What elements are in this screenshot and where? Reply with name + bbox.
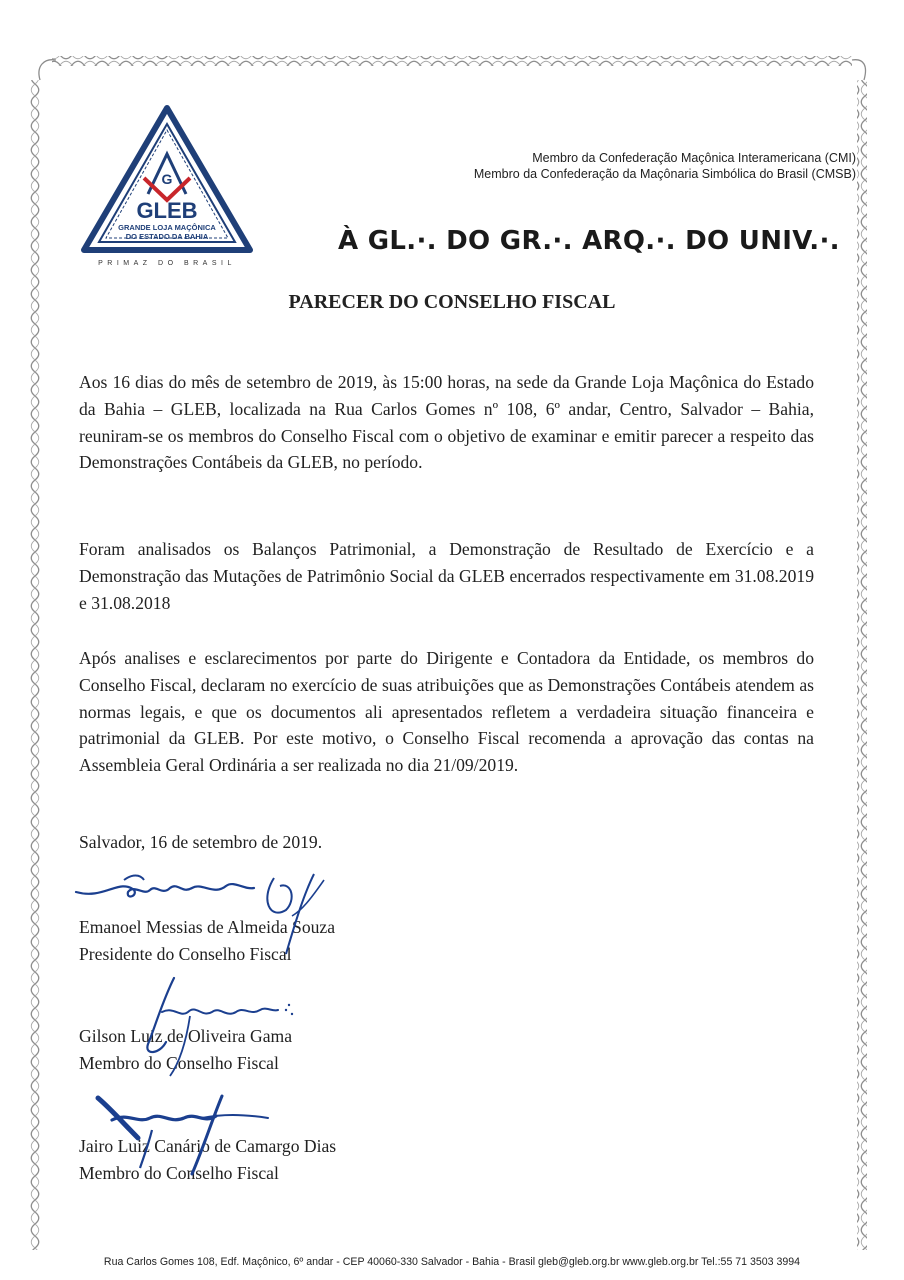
paragraph-analysis: Foram analisados os Balanços Patrimonial, a Demonstração de Resultado de Exercício e a Demonstração das Mutações de Patrimônio Social da GLEB encerrados respectivamente em 31.08.2019 e 31.08.2018 (79, 539, 814, 613)
signatory-member-2 (79, 1133, 336, 1187)
signatory-name: Jairo Luiz Canário de Camargo Dias (79, 1136, 337, 1156)
signatory-role: Membro do Conselho Fiscal (79, 1053, 279, 1073)
signatory-role: Membro do Conselho Fiscal (79, 1163, 279, 1183)
signatory-role: Presidente do Conselho Fiscal (79, 944, 292, 964)
place-and-date: Salvador, 16 de setembro de 2019. (79, 832, 323, 852)
logo-initials: GLEB (136, 198, 198, 223)
svg-text:G: G (161, 171, 173, 187)
logo-name-line1: GRANDE LOJA MAÇÔNICA (118, 223, 216, 232)
logo-tagline: PRIMAZ DO BRASIL (98, 260, 236, 267)
signatory-name: Gilson Luiz de Oliveira Gama (79, 1026, 293, 1046)
signatory-name: Emanoel Messias de Almeida Souza (79, 917, 336, 937)
footer-contact: Rua Carlos Gomes 108, Edf. Maçônico, 6º andar - CEP 40060-330 Salvador - Bahia - Brasil gleb@gleb.org.br www.gleb.org.br Tel.:55 71 3503 3994 (103, 1256, 801, 1268)
logo-name-line2: DO ESTADO DA BAHIA (125, 232, 209, 241)
paragraph-meeting: Aos 16 dias do mês de setembro de 2019, às 15:00 horas, na sede da Grande Loja Maçônica do Estado da Bahia – GLEB, localizada na Rua Carlos Gomes nº 108, 6º andar, Centro, Salvador – Bahia, reuniram-se os membros do Conselho Fiscal com o objetivo de examinar e emitir parecer a respeito das Demonstrações Contábeis da GLEB, no período. (79, 372, 814, 473)
document-title: PARECER DO CONSELHO FISCAL (288, 291, 616, 313)
affiliations (474, 150, 856, 182)
paragraph-conclusion: Após analises e esclarecimentos por parte do Dirigente e Contadora da Entidade, os membros do Conselho Fiscal, declaram no exercício de suas atribuições que as Demonstrações Contábeis atendem as normas legais, e que os documentos ali apresentados refletem a verdadeira situação financeira e patrimonial da GLEB. Por este motivo, o Conselho Fiscal recomenda a aprovação das contas na Assembleia Geral Ordinária a ser realizada no dia 21/09/2019. (79, 648, 814, 776)
gleb-logo (78, 102, 256, 272)
affiliation-cmsb: Membro da Confederação da Maçônaria Simbólica do Brasil (CMSB) (473, 167, 856, 181)
signatory-member-1 (79, 1023, 292, 1077)
signatory-president (79, 914, 335, 968)
affiliation-cmi: Membro da Confederação Maçônica Interamericana (CMI) (532, 151, 856, 165)
masonic-invocation: À GL.·. DO GR.·. ARQ.·. DO UNIV.·. (338, 226, 840, 256)
